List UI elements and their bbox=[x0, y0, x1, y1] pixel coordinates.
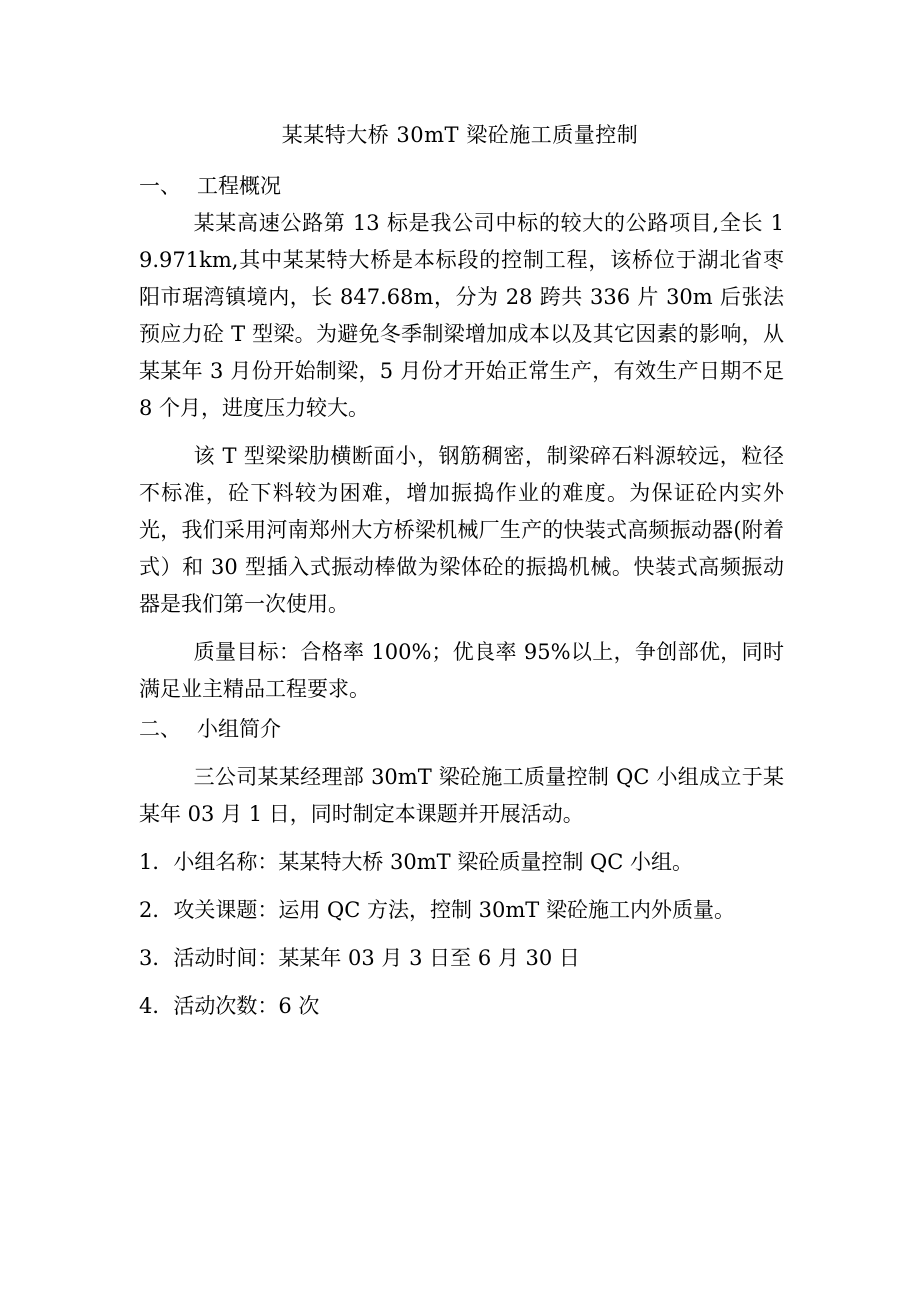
list-item: 4．活动次数：6 次 bbox=[139, 994, 320, 1018]
list-item: 1．小组名称：某某特大桥 30mT 梁砼质量控制 QC 小组。 bbox=[139, 850, 693, 874]
list-item: 2．攻关课题：运用 QC 方法，控制 30mT 梁砼施工内外质量。 bbox=[139, 898, 735, 922]
section-title: 工程概况 bbox=[197, 174, 281, 198]
paragraph-quality-target: 质量目标：合格率 100%；优良率 95%以上，争创部优，同时满足业主精品工程要求。 bbox=[139, 640, 784, 701]
section-title: 小组简介 bbox=[197, 717, 281, 741]
section-number: 二、 bbox=[139, 717, 181, 741]
paragraph-project-overview: 某某高速公路第 13 标是我公司中标的较大的公路项目,全长 19.971km,其中某某特大桥是本标段的控制工程，该桥位于湖北省枣阳市琚湾镇境内，长 847.68m，分为 28 跨共 336 片 30m 后张法预应力砼 T 型梁。为避免冬季制梁增加成本以及其它因素的影响，从某某年 3 月份开始制梁，5 月份才开始正常生产，有效生产日期不足 8 个月，进度压力较大。 bbox=[139, 211, 784, 420]
paragraph-team-intro: 三公司某某经理部 30mT 梁砼施工质量控制 QC 小组成立于某某年 03 月 1 日，同时制定本课题并开展活动。 bbox=[139, 765, 784, 826]
list-item: 3．活动时间：某某年 03 月 3 日至 6 月 30 日 bbox=[139, 946, 580, 970]
document-body bbox=[139, 168, 784, 1036]
section-heading-overview bbox=[139, 168, 784, 205]
section-number: 一、 bbox=[139, 174, 181, 198]
paragraph-construction-difficulty: 该 T 型梁梁肋横断面小，钢筋稠密，制梁碎石料源较远，粒径不标准，砼下料较为困难，增加振捣作业的难度。为保证砼内实外光，我们采用河南郑州大方桥梁机械厂生产的快装式高频振动器(附着式）和 30 型插入式振动棒做为梁体砼的振捣机械。快装式高频振动器是我们第一次使用。 bbox=[139, 444, 784, 616]
section-heading-team bbox=[139, 711, 784, 748]
document-title: 某某特大桥 30mT 梁砼施工质量控制 bbox=[281, 123, 639, 147]
